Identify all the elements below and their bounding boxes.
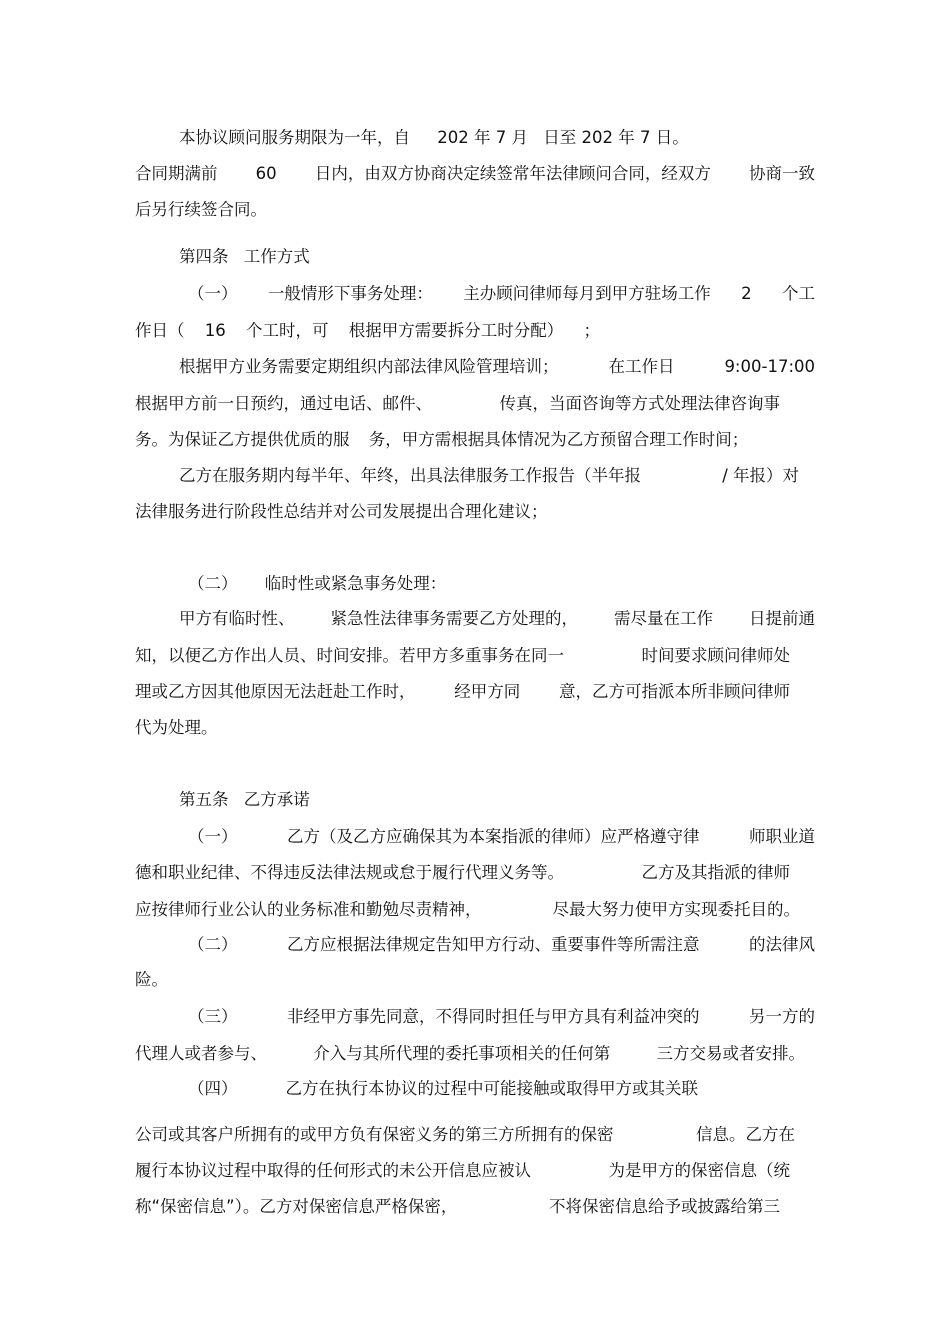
- section-heading: 第五条 乙方承诺: [179, 790, 310, 809]
- paragraph-line: （二） 乙方应根据法律规定告知甲方行动、重要事件等所需注意 的法律风: [188, 935, 815, 954]
- paragraph-line: 作日（ 16 个工时，可 根据甲方需要拆分工时分配） ；: [135, 321, 600, 340]
- paragraph-line: 法律服务进行阶段性总结并对公司发展提出合理化建议；: [135, 502, 548, 521]
- paragraph-line: 知，以便乙方作出人员、时间安排。若甲方多重事务在同一 时间要求顾问律师处: [135, 646, 790, 665]
- paragraph-line: （一） 一般情形下事务处理： 主办顾问律师每月到甲方驻场工作 2 个工: [188, 284, 815, 303]
- paragraph-line: （三） 非经甲方事先同意，不得同时担任与甲方具有利益冲突的 另一方的: [188, 1007, 815, 1026]
- paragraph-line: 德和职业纪律、不得违反法律法规或怠于履行代理义务等。 乙方及其指派的律师: [135, 863, 790, 882]
- paragraph-line: 甲方有临时性、 紧急性法律事务需要乙方处理的， 需尽量在工作 日提前通: [179, 609, 815, 628]
- paragraph-line: 理或乙方因其他原因无法赶赴工作时， 经甲方同 意，乙方可指派本所非顾问律师: [135, 682, 790, 701]
- paragraph-line: 履行本协议过程中取得的任何形式的未公开信息应被认 为是甲方的保密信息（统: [135, 1161, 790, 1180]
- paragraph-line: 根据甲方业务需要定期组织内部法律风险管理培训； 在工作日 9:00-17:00: [179, 357, 815, 376]
- paragraph-line: 应按律师行业公认的业务标准和勤勉尽责精神， 尽最大努力使甲方实现委托目的。: [135, 900, 800, 919]
- paragraph-line: 务。为保证乙方提供优质的服 务，甲方需根据具体情况为乙方预留合理工作时间；: [135, 430, 749, 449]
- paragraph-line: 代理人或者参与、 介入与其所代理的委托事项相关的任何第 三方交易或者安排。: [135, 1044, 805, 1063]
- paragraph-line: 代为处理。: [135, 718, 218, 737]
- paragraph-line: （二） 临时性或紧急事务处理：: [188, 574, 447, 593]
- paragraph-line: （一） 乙方（及乙方应确保其为本案指派的律师）应严格遵守律 师职业道: [188, 827, 815, 846]
- paragraph-line: 根据甲方前一日预约，通过电话、邮件、 传真，当面咨询等方式处理法律咨询事: [135, 394, 780, 413]
- section-heading: 第四条 工作方式: [179, 247, 310, 266]
- paragraph-line: 后另行续签合同。: [135, 200, 267, 219]
- paragraph-line: 称“保密信息”）。乙方对保密信息严格保密， 不将保密信息给予或披露给第三: [135, 1197, 780, 1216]
- paragraph-line: 乙方在服务期内每半年、年终，出具法律服务工作报告（半年报 / 年报）对: [179, 466, 799, 485]
- paragraph-line: 公司或其客户所拥有的或甲方负有保密义务的第三方所拥有的保密 信息。乙方在: [135, 1125, 795, 1144]
- paragraph-line: 合同期满前 60 日内，由双方协商决定续签常年法律顾问合同，经双方 协商一致: [135, 164, 815, 183]
- paragraph-line: 险。: [135, 970, 168, 989]
- paragraph-line: 本协议顾问服务期限为一年，自 202 年 7 月 日至 202 年 7 日。: [179, 128, 689, 147]
- paragraph-line: （四） 乙方在执行本协议的过程中可能接触或取得甲方或其关联: [188, 1079, 698, 1098]
